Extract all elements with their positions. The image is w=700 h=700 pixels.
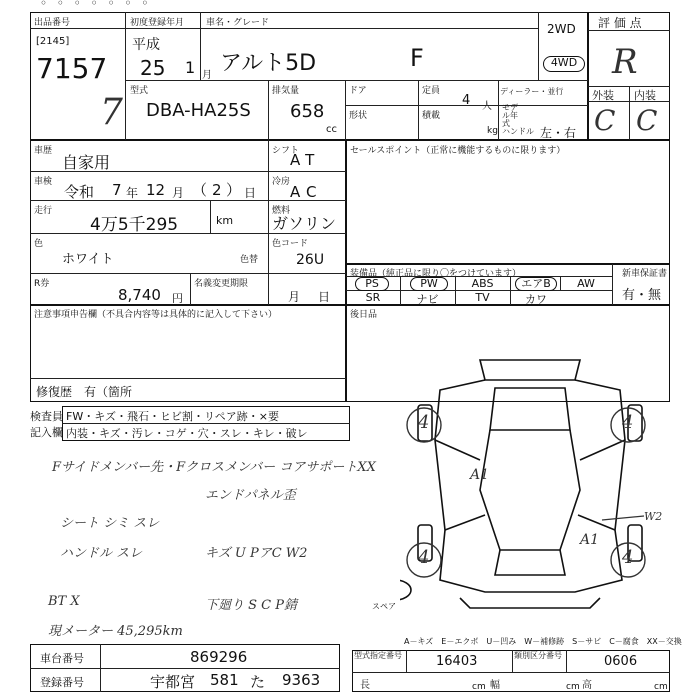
shape-label: 形状 [349,111,368,121]
car-name: アルト5D [220,51,317,76]
model-year-label: モデル年式 [502,103,518,128]
use-value: 自家用 [62,153,111,172]
score-value: R [612,42,638,82]
color-code-label: 色コード [272,239,309,249]
hand-line-7: 下廻り S C P錆 [205,598,297,613]
first-registration-label: 初度登録年月 [130,18,185,28]
reg-year: 25 [140,56,166,80]
mark-bl: 4 [418,547,430,568]
plate-no: 869296 [190,648,248,666]
inspection-month-unit: 月 [172,186,185,200]
interior-grade: C [636,104,658,137]
mark-br: 4 [622,547,634,568]
hand-line-5: キズ U PアC W2 [205,546,308,561]
equip-airbag: エアB [515,277,557,291]
handle-label: ハンドル [502,127,534,136]
ac-label: 冷房 [272,177,291,187]
equipment-label: 装備品（純正品に限り〇をつけています） [350,269,522,279]
inspector-row-2: 内装・キズ・汚レ・コゲ・穴・スレ・キレ・破レ [66,427,308,440]
score-label: 評 価 点 [598,16,642,30]
recycle-amount: 8,740 [118,286,161,304]
doors-label: ドア [349,86,367,96]
inspection-paren-open: （ [192,181,208,199]
mileage-label: 走行 [34,206,53,216]
mark-w2: W2 [644,510,663,523]
inspector-row-1: FW・キズ・飛石・ヒビ割・リペア跡・×要 [66,410,279,423]
kg-unit: kg [487,126,498,136]
reg-number: 9363 [282,671,321,689]
width-label: 幅 [490,680,500,691]
drive-4wd: 4WD [543,56,585,72]
displacement-unit: cc [326,124,337,135]
notes-label: 注意事項申告欄（不具合内容等は具体的に記入して下さい） [34,310,278,320]
inspection-year: 7 [112,181,122,199]
inspection-paren-close: ） [226,181,242,199]
mark-a1-left: A1 [470,467,490,483]
inspection-era: 令和 [64,183,95,201]
fuel-label: 燃料 [272,206,291,216]
recycle-label: R券 [34,279,50,289]
handwritten-mark: 7 [100,92,123,133]
inspection-year-unit: 年 [126,186,139,200]
capacity-label: 定員 [422,86,441,96]
type-approval-label: 型式指定番号 [354,651,402,660]
reg-no-label: 登録番号 [40,676,84,689]
inspection-day-unit: 日 [244,186,257,200]
equip-tv: TV [475,291,490,304]
lot-code: [2145] [36,36,70,47]
hand-line-8: 現メーター 45,295km [48,624,183,639]
displacement: 658 [290,101,325,122]
interior-label: 内装 [634,89,656,102]
inspector-label-2: 記入欄 [30,426,63,439]
length-label: 長 [360,680,370,691]
recycle-unit: 円 [172,292,183,305]
header-strip: ◦ ◦ ◦ ◦ ◦ ◦ ◦ [40,0,152,10]
mark-tr: 4 [622,412,634,433]
color-label: 色 [34,239,44,249]
height-label: 高 [582,680,592,691]
equip-abs: ABS [471,277,494,290]
load-label: 積載 [422,111,441,121]
w2-leader-line [600,508,650,524]
equip-navi: ナビ [416,293,439,306]
exterior-label: 外装 [592,89,614,102]
lot-number: 7157 [36,52,108,85]
era: 平成 [132,37,160,53]
displacement-label: 排気量 [272,86,300,96]
after-label: 後日品 [350,310,378,320]
mark-a1-right: A1 [580,532,600,548]
legend: A－キズ E－エクボ U－凹み W－補修跡 S－サビ C－腐食 XX－交換 [404,637,682,646]
hand-line-2: エンドパネル歪 [205,488,296,503]
equip-pw: PW [410,277,448,291]
inspection-label: 車検 [34,177,53,187]
mileage-value: 4万5千295 [90,215,179,235]
reg-expiry-day-unit: 日 [318,290,331,304]
car-name-label: 車名・グレード [206,18,270,28]
reg-expiry-label: 名義変更期限 [194,279,249,289]
repair-value: 有（箇所 [84,385,133,399]
reg-month-unit: 月 [202,70,212,81]
grade: F [410,44,424,72]
handle-value: 左・右 [540,126,577,140]
hand-line-4: ハンドル スレ [60,546,143,561]
equip-aw: AW [577,277,595,290]
use-label: 車歴 [34,146,53,156]
capacity-unit: 人 [482,101,492,112]
reg-kana: た [250,673,266,691]
capacity: 4 [462,93,471,108]
reg-area: 宇都宮 [150,673,196,691]
shift-value: AT [290,151,321,169]
sales-point-box [346,140,670,264]
plate-no-label: 車台番号 [40,652,84,665]
exterior-grade: C [594,104,616,137]
drive-2wd: 2WD [547,22,576,36]
shift-label: シフト [272,146,300,156]
dealer-label: ディーラー・並行 [500,87,564,96]
reg-expiry-month-unit: 月 [288,290,301,304]
equip-ps: PS [355,277,389,291]
category: 0606 [604,654,638,669]
mark-tl: 4 [418,412,430,433]
length-unit: cm [472,682,486,692]
mileage-unit: km [216,214,234,227]
warranty-value: 有・無 [622,288,662,303]
repair-label: 修復歴 [36,385,73,399]
fuel-value: ガソリン [272,214,337,233]
color-change-label: 色替 [240,255,259,265]
sales-point-label: セールスポイント（正常に機能するものに限ります） [350,146,566,156]
inspection-day: 2 [212,181,222,199]
inspector-label-1: 検査員 [30,410,63,423]
inspection-month: 12 [146,181,166,199]
hand-line-3: シート シミ スレ [60,516,160,531]
warranty-label: 新車保証書 [622,269,668,279]
color-value: ホワイト [62,252,114,267]
reg-month: 1 [185,58,196,77]
equip-leather: カワ [525,293,547,306]
color-code-value: 26U [296,252,325,268]
spare-label: スペア [372,602,396,611]
equip-sr: SR [365,291,381,304]
height-unit: cm [654,682,668,692]
hand-line-6: BT X [48,594,80,609]
lot-label: 出品番号 [34,18,71,28]
reg-class: 581 [210,671,239,689]
hand-line-1: Fサイドメンバー先・Fクロスメンバー コアサポートXX [52,460,376,475]
model: DBA-HA25S [146,100,251,121]
width-unit: cm [566,682,580,692]
model-label: 型式 [130,86,149,96]
type-approval: 16403 [436,654,478,669]
ac-value: AC [290,183,323,201]
category-label: 類別区分番号 [514,651,562,660]
